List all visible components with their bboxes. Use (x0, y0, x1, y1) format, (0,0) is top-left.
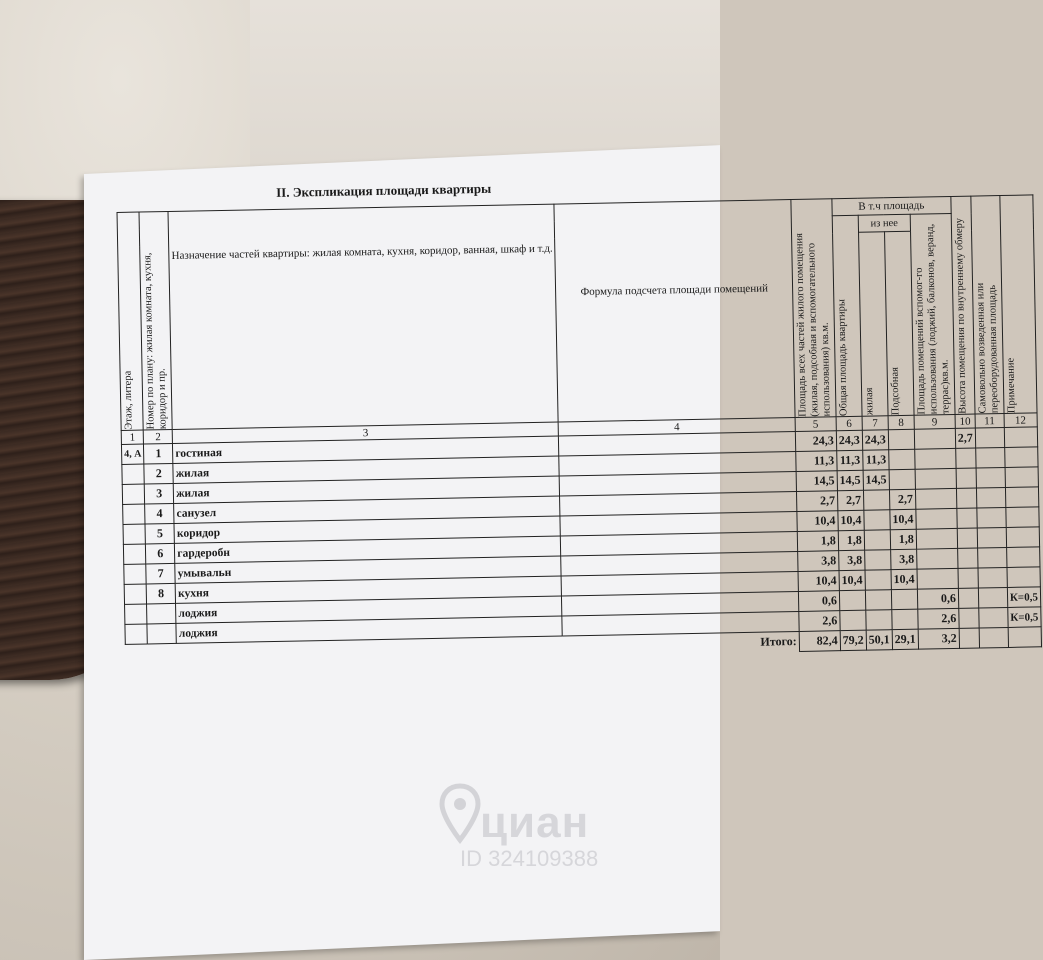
cell-c8 (892, 609, 918, 629)
cell-c11 (977, 527, 1006, 548)
total-empty (1008, 627, 1041, 648)
total-label: Итого: (125, 631, 799, 664)
cell-c6: 24,3 (836, 430, 862, 450)
cell-c12 (1006, 547, 1039, 568)
cell-name: умывальн (175, 556, 561, 583)
header-col-7: жилая (858, 232, 888, 416)
cell-c6 (840, 610, 866, 630)
cell-num (147, 603, 176, 624)
cell-c9 (916, 548, 957, 569)
total-c7: 50,1 (866, 630, 892, 650)
cell-num: 1 (144, 443, 173, 464)
cell-c9 (916, 508, 957, 529)
map-pin-icon (440, 784, 480, 844)
cell-num: 5 (145, 523, 174, 544)
cell-floor (123, 544, 146, 564)
cell-c5: 11,3 (796, 451, 837, 472)
cell-c12: К=0,5 (1008, 607, 1041, 628)
col-number: 10 (955, 414, 975, 428)
cell-c10 (957, 528, 977, 548)
header-col-5: Площадь всех частей жилого помещения (жилая, подсобная и вспомогательного использования) кв.м. (791, 199, 836, 418)
col-number: 9 (914, 414, 955, 429)
header-col-8: Подсобная (884, 231, 914, 415)
cell-c11 (979, 607, 1008, 628)
cell-c10 (956, 448, 976, 468)
cell-name: лоджия (176, 616, 562, 643)
cell-num: 4 (145, 503, 174, 524)
cell-c8 (889, 469, 915, 489)
cell-c7 (864, 550, 890, 570)
total-c5: 82,4 (799, 631, 840, 652)
document-title: II. Экспликация площади квартиры (276, 180, 492, 200)
cell-name: лоджия (176, 596, 562, 623)
cell-name: санузел (174, 496, 560, 523)
cell-c9 (915, 468, 956, 489)
cell-c12 (1005, 467, 1038, 488)
cell-num: 7 (146, 563, 175, 584)
cell-c9 (916, 528, 957, 549)
cell-c7: 24,3 (862, 430, 888, 450)
cell-c8: 10,4 (890, 509, 916, 529)
cell-c10 (956, 488, 976, 508)
header-col-1: Этаж, литера (117, 212, 143, 430)
cell-c6 (839, 590, 865, 610)
cell-name: гардеробн (175, 536, 561, 563)
cell-c6: 3,8 (838, 550, 864, 570)
cell-c7 (864, 530, 890, 550)
cell-floor (123, 504, 146, 524)
total-c8: 29,1 (892, 629, 918, 649)
cell-name: коридор (174, 516, 560, 543)
cell-c5: 2,7 (796, 491, 837, 512)
cell-floor (123, 524, 146, 544)
watermark-brand: циан (480, 798, 590, 847)
cell-c12 (1005, 447, 1038, 468)
cell-c12 (1005, 487, 1038, 508)
col-number: 7 (862, 416, 888, 430)
cell-c10 (957, 548, 977, 568)
cell-c8: 3,8 (890, 549, 916, 569)
cell-c7 (866, 610, 892, 630)
cell-name: кухня (175, 576, 561, 603)
col-number: 8 (888, 415, 914, 429)
cell-c6: 11,3 (837, 450, 863, 470)
document-content (116, 174, 1039, 745)
total-empty (979, 627, 1008, 648)
cell-c8: 1,8 (890, 529, 916, 549)
cell-c7 (863, 490, 889, 510)
cell-c8: 10,4 (891, 569, 917, 589)
header-col-6: Общая площадь квартиры (832, 215, 862, 416)
cell-c9 (915, 488, 956, 509)
total-c9: 3,2 (918, 628, 959, 649)
cell-c11 (976, 447, 1005, 468)
cell-floor: 4, А (121, 444, 144, 464)
cell-c10: 2,7 (955, 428, 975, 448)
cell-c5: 24,3 (795, 431, 836, 452)
cell-floor (124, 564, 147, 584)
cell-floor (124, 584, 147, 604)
cell-c6: 10,4 (839, 570, 865, 590)
cell-floor (125, 624, 148, 644)
col-number: 3 (172, 422, 558, 443)
cell-num: 3 (144, 483, 173, 504)
col-number: 2 (143, 429, 172, 444)
header-col-10: Высота помещения по внутреннему обмеру (951, 196, 975, 414)
cell-name: гостиная (173, 436, 559, 463)
cell-c8 (889, 449, 915, 469)
cell-name: жилая (173, 476, 559, 503)
cell-num: 8 (146, 583, 175, 604)
cell-c5: 2,6 (799, 611, 840, 632)
cell-c6: 14,5 (837, 470, 863, 490)
cell-num (147, 623, 176, 644)
table-body (121, 427, 1040, 645)
cell-c8 (891, 589, 917, 609)
cell-c12 (1007, 567, 1040, 588)
header-subgroup: из нее (858, 214, 910, 232)
cell-c9 (917, 568, 958, 589)
cell-c5: 10,4 (798, 571, 839, 592)
cell-c12 (1006, 527, 1039, 548)
col-number: 12 (1004, 413, 1037, 428)
cell-c7: 14,5 (863, 470, 889, 490)
header-col-2: Номер по плану: жилая комната, кухня, коридор и пр. (139, 212, 172, 431)
total-c6: 79,2 (840, 630, 866, 650)
cell-c12: К=0,5 (1007, 587, 1040, 608)
header-group: В т.ч площадь (832, 196, 951, 215)
total-empty (959, 628, 979, 648)
cell-c9: 2,6 (918, 608, 959, 629)
cell-c8 (888, 429, 914, 449)
explication-table (116, 194, 1041, 665)
cell-c7 (864, 510, 890, 530)
cell-c11 (978, 587, 1007, 608)
cell-c5: 3,8 (797, 551, 838, 572)
header-col-12: Примечание (1000, 195, 1037, 414)
cell-c11 (976, 487, 1005, 508)
cell-c8: 2,7 (889, 489, 915, 509)
cell-c11 (978, 567, 1007, 588)
cell-c10 (958, 568, 978, 588)
header-col-3: Назначение частей квартиры: жилая комната, кухня, коридор, ванная, шкаф и т.д. (168, 204, 558, 429)
cell-c5: 14,5 (796, 471, 837, 492)
header-col-11: Самовольно возведенная или переоборудованная площадь (971, 196, 1004, 415)
cell-num: 2 (144, 463, 173, 484)
cell-c11 (976, 467, 1005, 488)
cell-c6: 10,4 (838, 510, 864, 530)
cell-c5: 10,4 (797, 511, 838, 532)
col-number: 5 (795, 417, 836, 432)
cell-c9 (914, 428, 955, 449)
col-number: 1 (121, 430, 143, 444)
cell-floor (125, 604, 148, 624)
cell-c11 (977, 507, 1006, 528)
cell-c7 (865, 570, 891, 590)
col-number: 11 (975, 413, 1004, 428)
cell-floor (122, 464, 145, 484)
cell-c9 (915, 448, 956, 469)
cell-c6: 2,7 (837, 490, 863, 510)
cell-c10 (957, 508, 977, 528)
cell-c9: 0,6 (917, 588, 958, 609)
cell-name: жилая (173, 456, 559, 483)
cell-c12 (1006, 507, 1039, 528)
cell-c7: 11,3 (863, 450, 889, 470)
cell-floor (122, 484, 145, 504)
cell-c10 (959, 608, 979, 628)
cell-c11 (975, 427, 1004, 448)
col-number: 6 (836, 416, 862, 430)
cell-c10 (956, 468, 976, 488)
header-col-4: Формула подсчета площади помещений (554, 200, 795, 422)
cell-c5: 1,8 (797, 531, 838, 552)
cell-c10 (958, 588, 978, 608)
header-col-9: Площадь помещений вспомог-го использования (лоджий, балконов, веранд, террас)кв.м. (910, 213, 955, 415)
cell-c5: 0,6 (798, 591, 839, 612)
cell-c7 (865, 590, 891, 610)
watermark-listing-id: ID 324109388 (460, 846, 599, 871)
cell-c6: 1,8 (838, 530, 864, 550)
cell-c12 (1004, 427, 1037, 448)
cell-num: 6 (146, 543, 175, 564)
cell-c11 (977, 547, 1006, 568)
col-number: 4 (559, 418, 796, 437)
